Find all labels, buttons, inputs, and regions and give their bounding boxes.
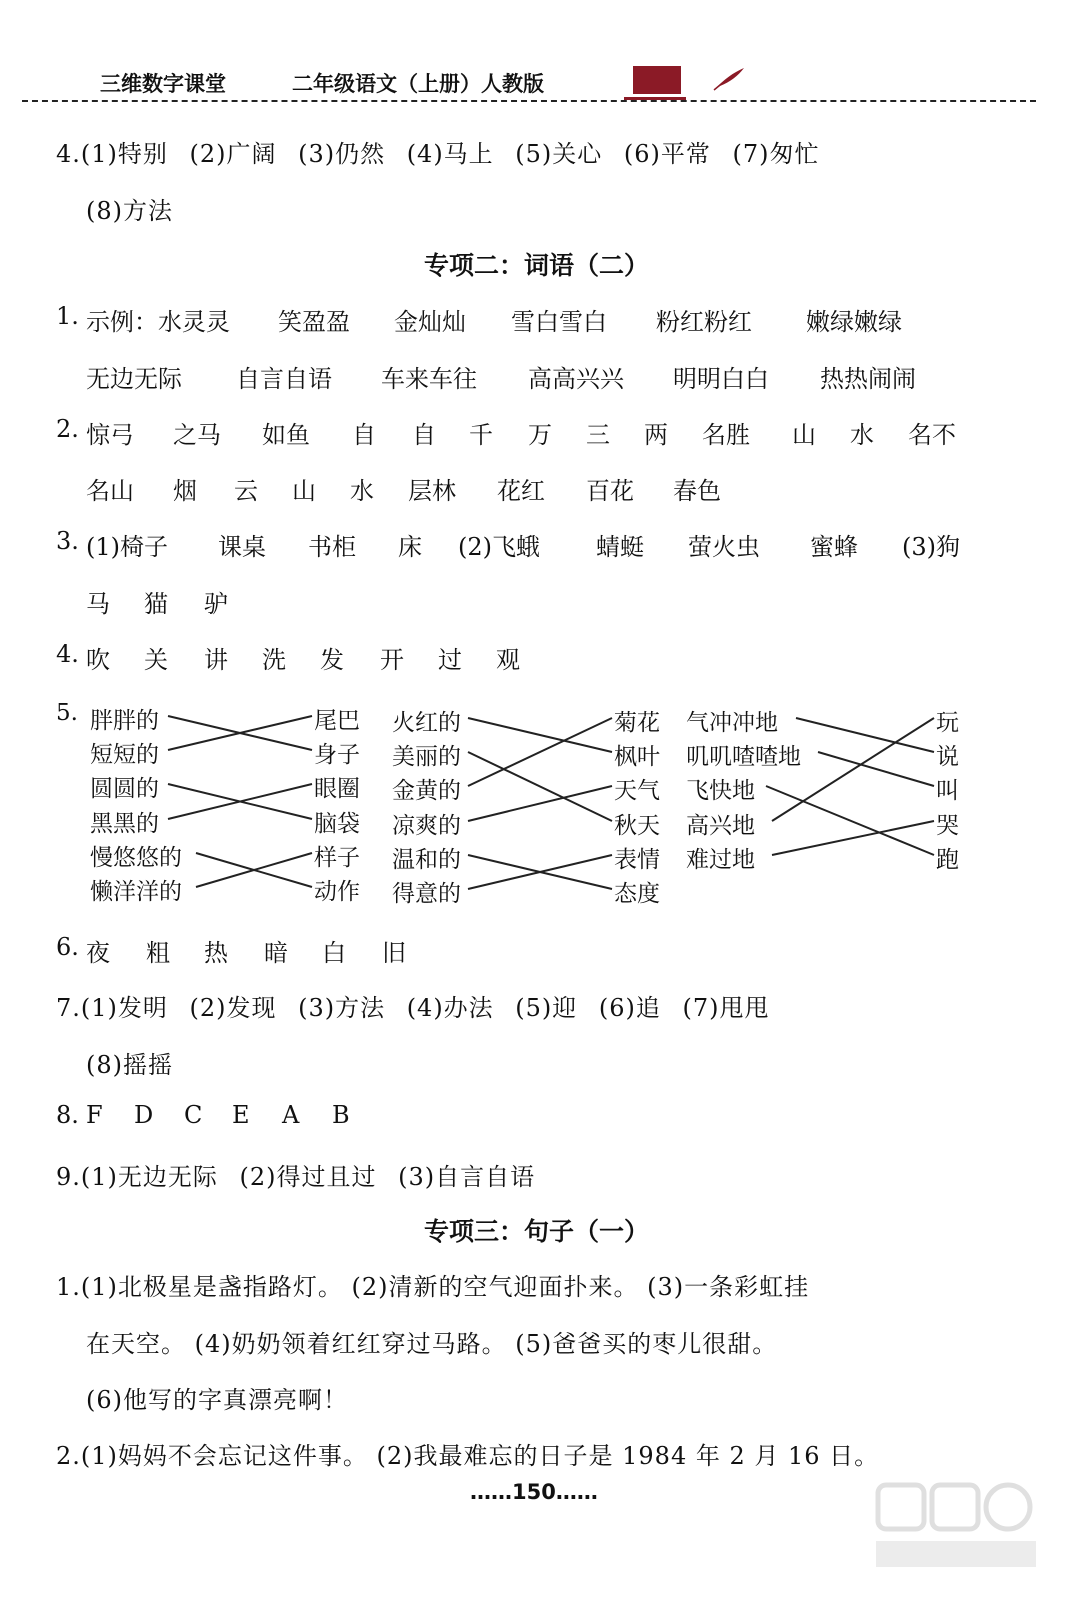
match-right-item: 说 bbox=[936, 744, 959, 770]
answer-item: 蜻蜓 bbox=[596, 533, 644, 561]
match-left-item: 气冲冲地 bbox=[686, 710, 778, 736]
answer-item: 金灿灿 bbox=[394, 308, 466, 336]
match-right-item: 眼圈 bbox=[314, 776, 360, 802]
match-left-item: 飞快地 bbox=[686, 778, 755, 804]
header-book-title: 二年级语文（上册）人教版 bbox=[292, 72, 544, 96]
match-left-item: 慢悠悠的 bbox=[90, 845, 182, 871]
answer-item: (6)追 bbox=[598, 994, 661, 1022]
match-line bbox=[468, 718, 612, 786]
question-number: 5. bbox=[56, 700, 78, 726]
answer-item: (3)狗 bbox=[902, 533, 960, 561]
answer-item: 惊弓 bbox=[86, 421, 134, 449]
answer-item: 笑盈盈 bbox=[278, 308, 350, 336]
match-left-item: 胖胖的 bbox=[90, 708, 159, 734]
match-line bbox=[468, 718, 612, 752]
match-left-item: 火红的 bbox=[392, 710, 461, 736]
match-right-item: 菊花 bbox=[614, 710, 660, 736]
question-number: 6. bbox=[56, 933, 79, 961]
answer-item: 发 bbox=[320, 646, 344, 674]
answer-item: 水 bbox=[850, 421, 874, 449]
answer-item: 雪白雪白 bbox=[511, 308, 607, 336]
answer-item: 书柜 bbox=[308, 533, 356, 561]
match-right-item: 枫叶 bbox=[614, 744, 660, 770]
question-number: 8. bbox=[56, 1101, 79, 1129]
match-right-item: 态度 bbox=[614, 881, 660, 907]
answer-item: 层林 bbox=[408, 477, 456, 505]
answer-item: 驴 bbox=[204, 590, 228, 618]
match-left-item: 得意的 bbox=[392, 881, 461, 907]
answer-item: 如鱼 bbox=[262, 421, 310, 449]
match-left-item: 难过地 bbox=[686, 847, 755, 873]
answer-item: 粗 bbox=[146, 939, 170, 967]
answer-item: 马 bbox=[86, 590, 110, 618]
answer-item: (1)特别 bbox=[80, 140, 168, 168]
answer-item: (7)甩甩 bbox=[682, 994, 770, 1022]
answer-item: (3)方法 bbox=[298, 994, 386, 1022]
answer-item: 山 bbox=[792, 421, 816, 449]
match-left-item: 高兴地 bbox=[686, 813, 755, 839]
question-number: 4. bbox=[56, 140, 81, 168]
answer-item: (2)广阔 bbox=[189, 140, 277, 168]
question-number: 1. bbox=[56, 302, 79, 330]
answer-item: 课桌 bbox=[218, 533, 266, 561]
answer-item: 名胜 bbox=[702, 421, 750, 449]
match-right-item: 脑袋 bbox=[314, 811, 360, 837]
section-title: 专项三：句子（一） bbox=[424, 1217, 650, 1246]
answer-item: 粉红粉红 bbox=[656, 308, 752, 336]
match-line bbox=[796, 718, 934, 752]
answer-item: B bbox=[332, 1101, 350, 1129]
answer-item: 高高兴兴 bbox=[528, 365, 624, 393]
s2-q9-row bbox=[56, 1157, 535, 1192]
page-number-dots: …… bbox=[470, 1480, 512, 1504]
answer-item: 蜜蜂 bbox=[810, 533, 858, 561]
match-line bbox=[468, 752, 612, 821]
answer-item: 自 bbox=[412, 421, 436, 449]
answer-item: 热 bbox=[204, 939, 228, 967]
answer-item: 自 bbox=[352, 421, 376, 449]
match-right-item: 叫 bbox=[936, 778, 959, 804]
match-left-item: 懒洋洋的 bbox=[90, 879, 182, 905]
match-line bbox=[772, 718, 934, 821]
answer-item: (2)飞蛾 bbox=[458, 533, 540, 561]
answer-item: 无边无际 bbox=[86, 365, 182, 393]
answer-item: 开 bbox=[380, 646, 404, 674]
answer-item: 百花 bbox=[586, 477, 634, 505]
q4-answers-line2: (8)方法 bbox=[86, 197, 173, 225]
match-left-item: 黑黑的 bbox=[90, 811, 159, 837]
match-left-item: 温和的 bbox=[392, 847, 461, 873]
page-number bbox=[470, 1480, 598, 1504]
answer-item: 暗 bbox=[264, 939, 288, 967]
match-line bbox=[766, 786, 934, 855]
s3-q1-line3: (6)他写的字真漂亮啊！ bbox=[86, 1386, 348, 1414]
answer-item: 旧 bbox=[382, 939, 406, 967]
match-left-item: 金黄的 bbox=[392, 778, 461, 804]
match-right-item: 天气 bbox=[614, 778, 660, 804]
answer-item: A bbox=[282, 1101, 300, 1129]
watermark-logo-icon bbox=[870, 1475, 1040, 1575]
answer-item: (4)马上 bbox=[406, 140, 494, 168]
match-line bbox=[772, 821, 934, 855]
s2-q7-row1 bbox=[56, 988, 769, 1023]
match-left-item: 圆圆的 bbox=[90, 776, 159, 802]
answer-item: (4)办法 bbox=[406, 994, 494, 1022]
answer-item: 关 bbox=[144, 646, 168, 674]
match-right-item: 跑 bbox=[936, 847, 959, 873]
match-left-item: 短短的 bbox=[90, 742, 159, 768]
answer-item: 嫩绿嫩绿 bbox=[806, 308, 902, 336]
question-number: 3. bbox=[56, 527, 79, 555]
answer-item: 春色 bbox=[673, 477, 721, 505]
answer-item: 千 bbox=[469, 421, 493, 449]
section-title: 专项二：词语（二） bbox=[424, 251, 650, 280]
answer-item: 观 bbox=[496, 646, 520, 674]
answer-item: 夜 bbox=[86, 939, 110, 967]
match-left-item: 凉爽的 bbox=[392, 813, 461, 839]
s3-q1-line2: 在天空。 (4)奶奶领着红红穿过马路。 (5)爸爸买的枣儿很甜。 bbox=[86, 1330, 778, 1358]
answer-item: D bbox=[134, 1101, 154, 1129]
answer-item: 烟 bbox=[173, 477, 197, 505]
question-number: 2. bbox=[56, 415, 79, 443]
answer-item: (2)得过且过 bbox=[239, 1163, 377, 1191]
s3-q1-line1: 1.(1)北极星是盏指路灯。 (2)清新的空气迎面扑来。 (3)一条彩虹挂 bbox=[56, 1273, 810, 1301]
answer-item: (5)关心 bbox=[515, 140, 603, 168]
answer-item: 吹 bbox=[86, 646, 110, 674]
answer-item: (6)平常 bbox=[623, 140, 711, 168]
answer-item: 山 bbox=[292, 477, 316, 505]
match-right-item: 动作 bbox=[314, 879, 360, 905]
answer-item: (1)椅子 bbox=[86, 533, 168, 561]
answer-item: 三 bbox=[586, 421, 610, 449]
match-right-item: 样子 bbox=[314, 845, 360, 871]
match-left-item: 叽叽喳喳地 bbox=[686, 744, 801, 770]
answer-item: (3)自言自语 bbox=[398, 1163, 536, 1191]
page-number-value: 150 bbox=[512, 1480, 556, 1504]
answer-item: 床 bbox=[398, 533, 422, 561]
answer-item: 白 bbox=[322, 939, 346, 967]
answer-item: 洗 bbox=[262, 646, 286, 674]
question-number: 7. bbox=[56, 994, 81, 1022]
s2-q7-row2: (8)摇摇 bbox=[86, 1051, 173, 1079]
match-right-item: 表情 bbox=[614, 847, 660, 873]
answer-item: (2)发现 bbox=[189, 994, 277, 1022]
answer-item: 萤火虫 bbox=[688, 533, 760, 561]
answer-item: (7)匆忙 bbox=[732, 140, 820, 168]
match-right-item: 哭 bbox=[936, 813, 959, 839]
answer-item: (1)无边无际 bbox=[80, 1163, 218, 1191]
match-line bbox=[468, 786, 612, 821]
answer-item: 车来车往 bbox=[381, 365, 477, 393]
answer-item: 过 bbox=[438, 646, 462, 674]
answer-item: (5)迎 bbox=[515, 994, 578, 1022]
match-right-item: 尾巴 bbox=[314, 708, 360, 734]
match-right-item: 秋天 bbox=[614, 813, 660, 839]
page-number-dots: …… bbox=[555, 1480, 598, 1504]
answer-item: (1)发明 bbox=[80, 994, 168, 1022]
s3-q2-line1: 2.(1)妈妈不会忘记这件事。 (2)我最难忘的日子是 1984 年 2 月 16 日。 bbox=[56, 1442, 880, 1470]
match-right-item: 玩 bbox=[936, 710, 959, 736]
answer-item: 讲 bbox=[204, 646, 228, 674]
answer-item: 之马 bbox=[173, 421, 221, 449]
answer-item: C bbox=[184, 1101, 203, 1129]
answer-item: E bbox=[232, 1101, 250, 1129]
question-number: 4. bbox=[56, 640, 79, 668]
answer-item: 两 bbox=[644, 421, 668, 449]
answer-item: 云 bbox=[234, 477, 258, 505]
answer-item: 万 bbox=[528, 421, 552, 449]
answer-item: 自言自语 bbox=[236, 365, 332, 393]
answer-item: 名山 bbox=[86, 477, 134, 505]
match-left-item: 美丽的 bbox=[392, 744, 461, 770]
answer-item: 名不 bbox=[908, 421, 956, 449]
question-number: 9. bbox=[56, 1163, 81, 1191]
match-right-item: 身子 bbox=[314, 742, 360, 768]
answer-item: F bbox=[86, 1101, 103, 1129]
answer-item: 水 bbox=[350, 477, 374, 505]
answer-item: 明明白白 bbox=[673, 365, 769, 393]
header-book-series: 三维数字课堂 bbox=[100, 72, 226, 96]
answer-item: 花红 bbox=[497, 477, 545, 505]
answer-item: 猫 bbox=[144, 590, 168, 618]
answer-item: 热热闹闹 bbox=[820, 365, 916, 393]
answer-item: (3)仍然 bbox=[298, 140, 386, 168]
answer-item: 示例：水灵灵 bbox=[86, 308, 230, 336]
